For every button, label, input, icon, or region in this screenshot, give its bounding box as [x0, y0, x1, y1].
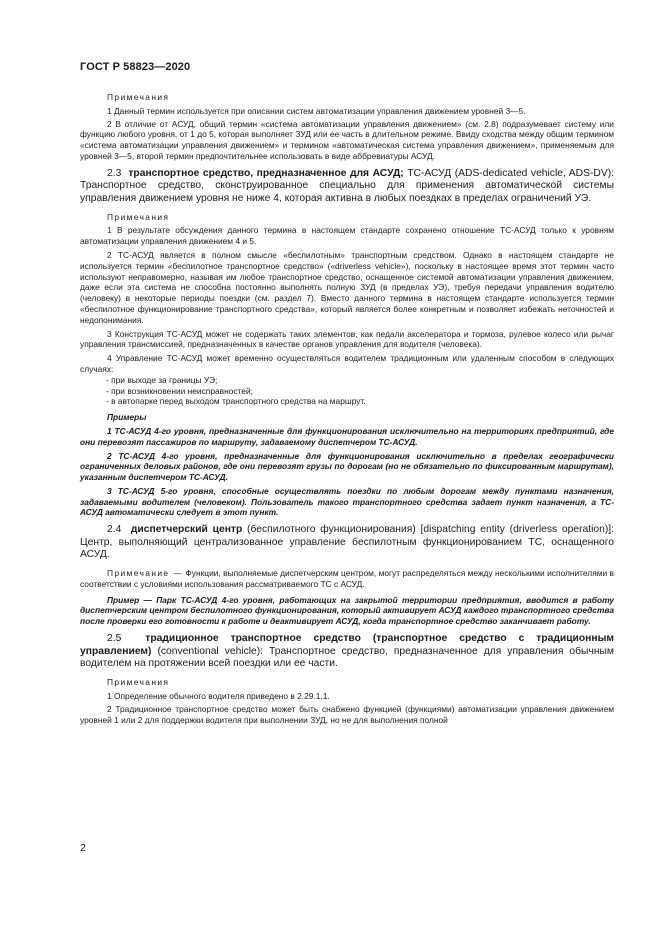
dash-list-item: - в автопарке перед выходом транспортного средства на маршрут. [106, 396, 366, 407]
page-number: 2 [80, 842, 86, 854]
document-body [80, 92, 614, 726]
notes-heading: Примечания [107, 676, 170, 687]
term-title: диспетчерский центр [130, 524, 243, 536]
dash-list-item: - при выходе за границы УЭ; [106, 374, 218, 385]
term-entry-2-5 [80, 633, 614, 671]
note-paragraph: 4 Управление ТС-АСУД может временно осуществляться водителем традиционным или удаленным способом в следующих случаях: [80, 353, 614, 374]
standard-header: ГОСТ Р 58823—2020 [80, 61, 191, 73]
note-label: Примечание — [107, 568, 184, 579]
note-paragraph: 1 В результате обсуждения данного термина в настоящем стандарте сохранено отношение ТС-АСУД только к уровням автоматизации управления движением 4 и 5. [80, 225, 614, 247]
term-definition: (conventional vehicle): Транспортное средство, предназначенное для управления обычным водителем на протяжении всей поездки или ее части. [80, 645, 614, 670]
term-entry-2-3 [80, 168, 614, 206]
term-number: 2.4 [107, 524, 122, 536]
note-paragraph: 2 ТС-АСУД является в полном смысле «беспилотным» транспортным средством. Однако в настоящем стандарте не используется термин «беспилотное транспортное средство» («driverless vehicle»), поскольку в настоящее время этот термин часто используют неправомерно, называя им любое транспортное средство, оснащенное системой автоматизации управления движением, даже если эта система не способна постоянно выполнять полную ЗУД (в пределах УЭ), требуя передачи управления водителю (человеку) в некоторые периоды поездки (см. раздел 7). Вместо данного термина в настоящем стандарте используется термин «беспилотное функционирование транспортного средства», который является более конкретным и позволяет избежать неточностей и недопонимания. [80, 249, 614, 325]
example-paragraph: 3 ТС-АСУД 5-го уровня, способные осуществлять поездки по любым дорогам между пунктами назначения, задаваемыми водителем (человеком). Пользователь такого транспортного средства задает пункт назначения, а ТС-АСУД автоматически следует в этот пункт. [80, 485, 614, 518]
term-number: 2.5 [107, 633, 122, 645]
note-paragraph: 3 Конструкция ТС-АСУД может не содержать таких элементов, как педали акселератора и тормоза, рулевое колесо или рычаг управления трансмиссией, предназначенных в качестве органов управления для водителя (человека). [80, 328, 614, 350]
term-title: транспортное средство, предназначенное для АСУД; [128, 167, 404, 179]
note-text: Функции, выполняемые диспетчерским центром, могут распределяться между несколькими исполнителями в соответствии с условиями использования рассматриваемого ТС с АСУД. [80, 568, 614, 589]
term-definition: ТС-АСУД (ADS-dedicated vehicle, ADS-DV): Транспортное средство, сконструированное специально для применения автоматической системы управления движением уровня не ниже 4, которая активна в любых поездках в пределах ограничений УЭ. [80, 167, 614, 204]
note-paragraph: 2 В отличие от АСУД, общий термин «система автоматизации управления движением» (см. 2.8) подразумевает систему или функцию любого уровня, от 1 до 5, которая выполняет ЗУД или ее часть в длительном режиме. Ввиду сходства между общим термином «система автоматизации управления движением» и термином «автоматическая система управления движением», применяемым для уровней 3—5, второй термин предпочтительнее использовать в виде аббревиатуры АСУД. [80, 118, 614, 161]
examples-heading: Примеры [107, 412, 147, 423]
example-paragraph: 1 ТС-АСУД 4-го уровня, предназначенные для функционирования исключительно на территориях предприятий, где они перевозят пассажиров по маршруту, задаваемому диспетчером ТС-АСУД. [80, 425, 614, 447]
example-paragraph: Пример — Парк ТС-АСУД 4-го уровня, работающих на закрытой территории предприятия, вводится в работу диспетчерским центром беспилотного функционирования, который активирует АСУД каждого транспортного средства после проверки его готовности к работе и деактивирует АСУД, когда транспортное средство заканчивает работу. [80, 594, 614, 627]
term-title: традиционное транспортное средство (транспортное средство с традиционным управлением) [80, 633, 614, 657]
notes-heading: Примечания [107, 211, 170, 222]
term-definition: (беспилотного функционирования) [dispatching entity (driverless operation)]: Центр, выполняющий централизованное управление беспилотным функционированием ТС, оснащенного АСУД. [80, 524, 614, 561]
term-number: 2.3 [107, 167, 122, 179]
note-paragraph [80, 568, 614, 590]
dash-list-item: - при возникновении неисправностей; [106, 385, 253, 396]
example-paragraph: 2 ТС-АСУД 4-го уровня, предназначенные для функционирования исключительно в пределах географически ограниченных деловых районов, где они перевозят грузы по дорогам (но не обязательно по фиксированным маршрутам), указанным диспетчером ТС-АСУД. [80, 450, 614, 483]
note-paragraph: 2 Традиционное транспортное средство может быть снабжено функцией (функциями) автоматизации управления движением уровней 1 или 2 для поддержки водителя при выполнении ЗУД, но не для выполнения полной [80, 704, 614, 726]
term-entry-2-4 [80, 524, 614, 562]
note-paragraph: 1 Определение обычного водителя приведено в 2.29.1.1. [107, 690, 330, 701]
notes-heading: Примечания [107, 92, 170, 102]
note-paragraph: 1 Данный термин используется при описании систем автоматизации управления движением уровней 3—5. [107, 105, 526, 116]
